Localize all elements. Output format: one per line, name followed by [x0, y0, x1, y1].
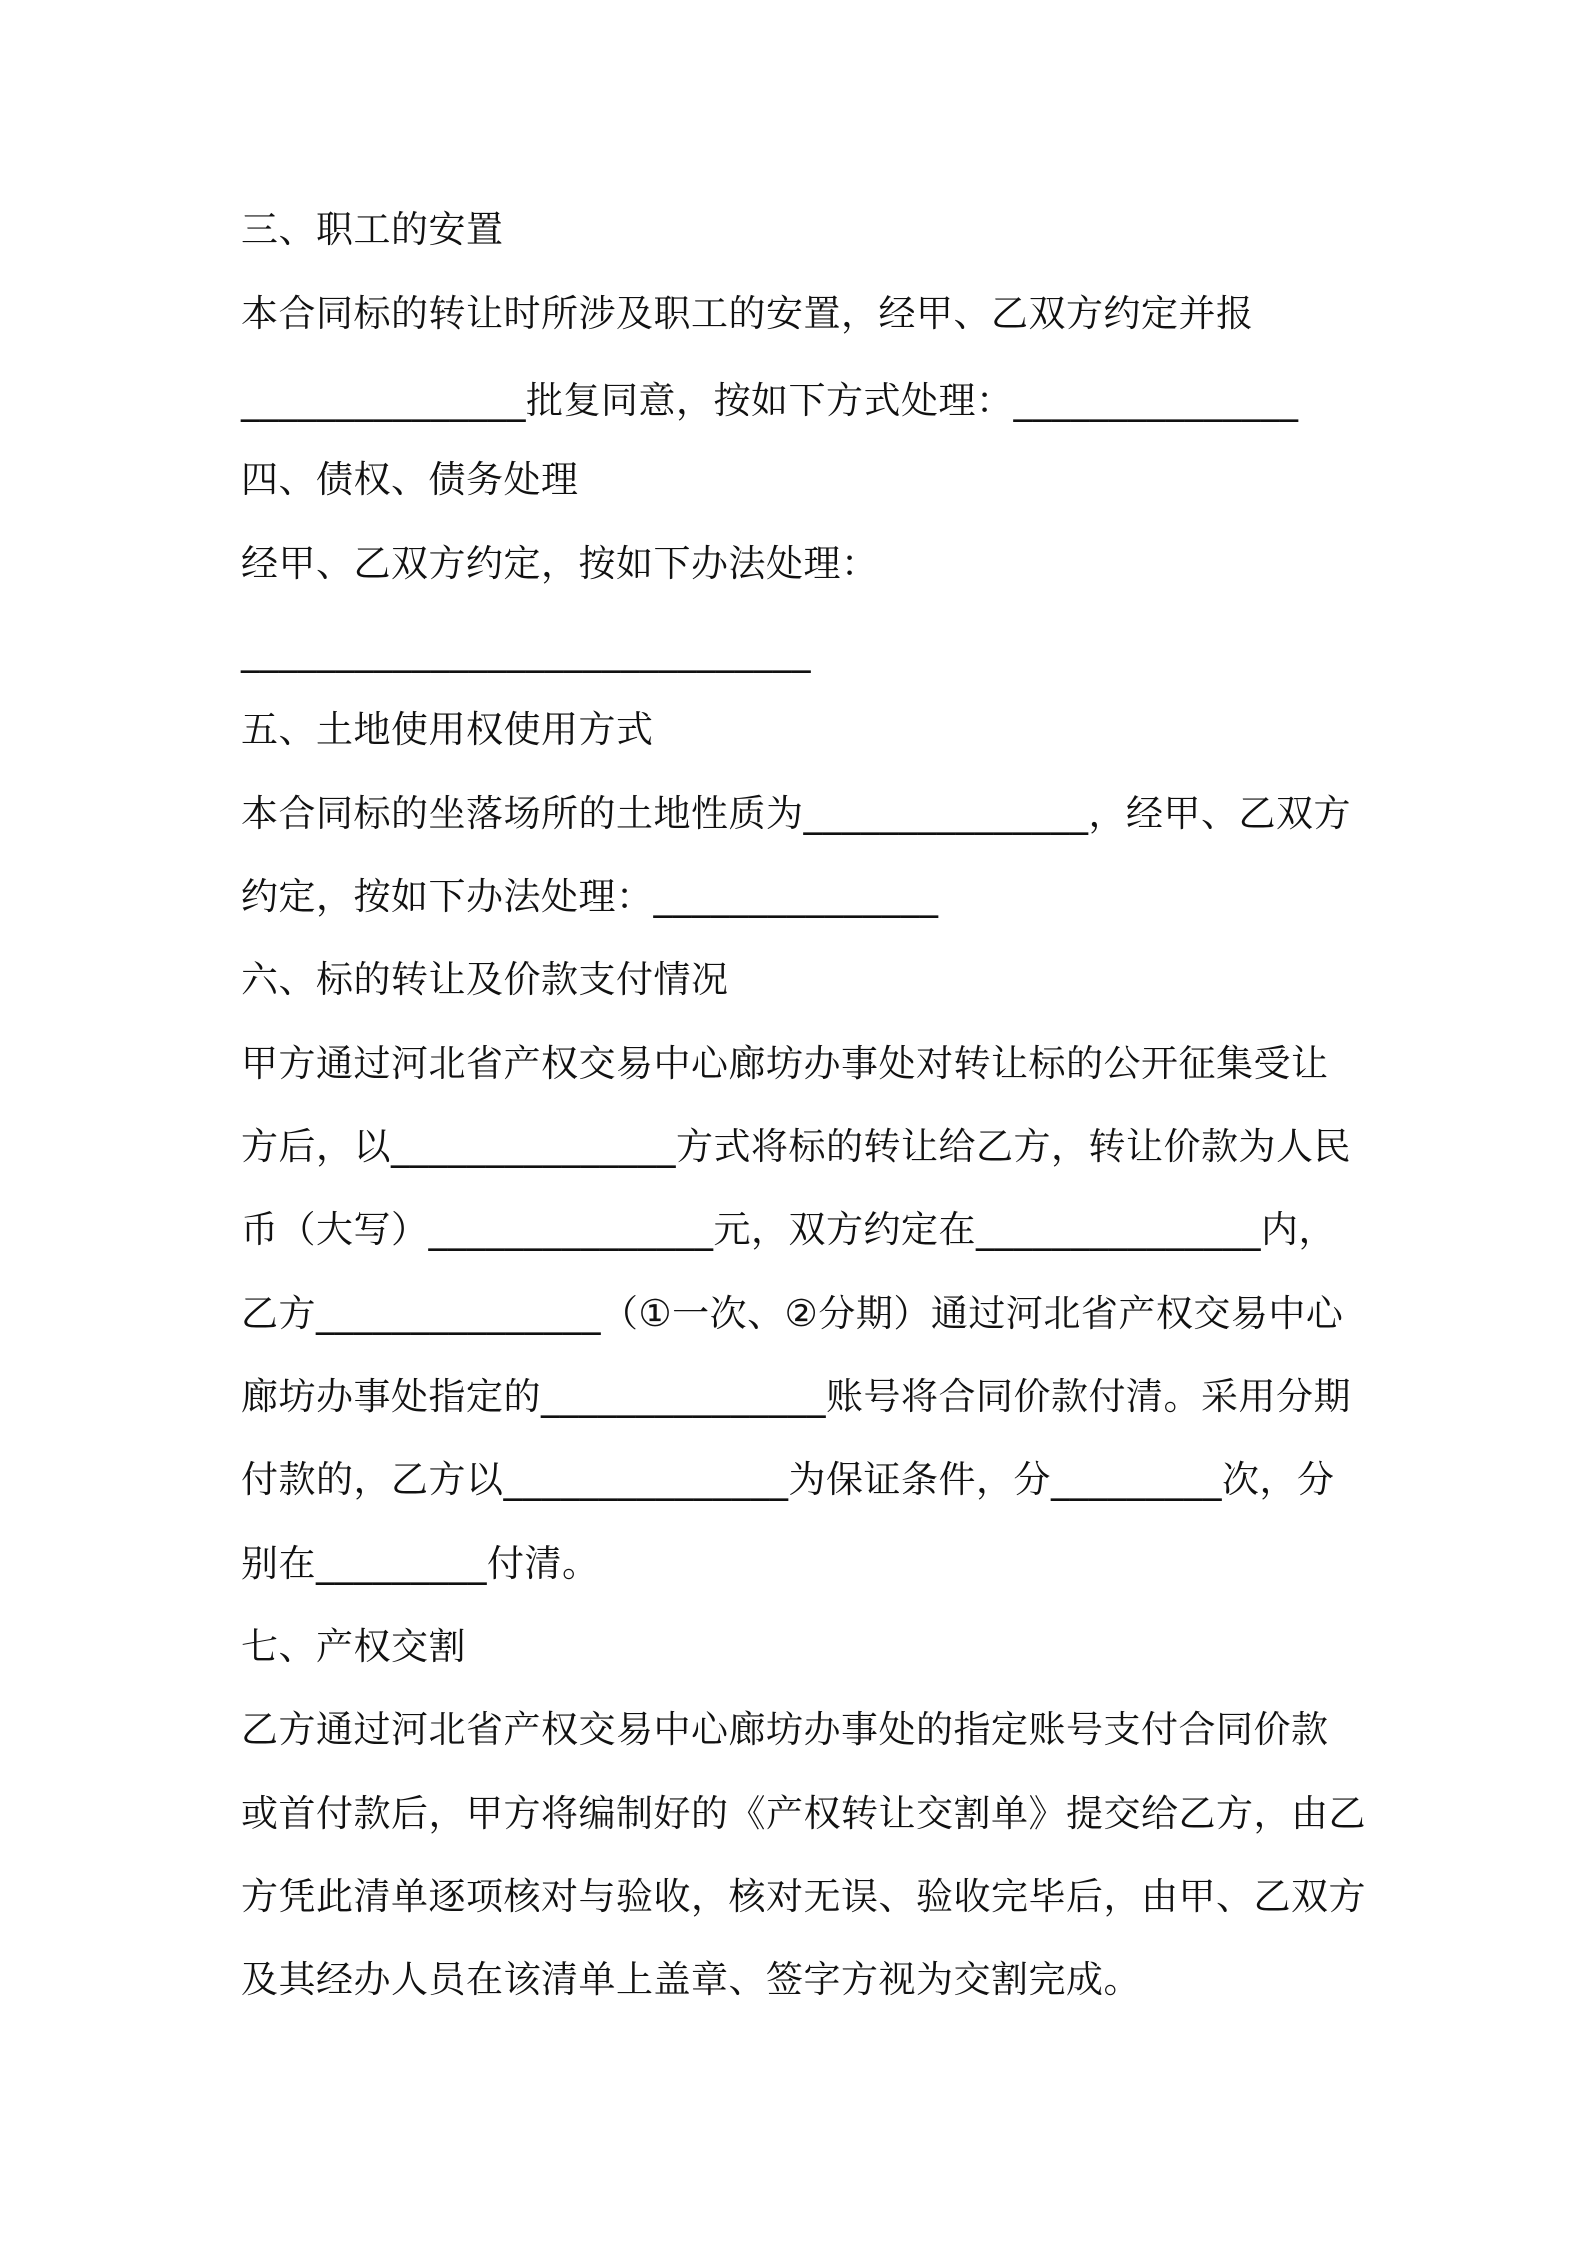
paragraph-line: 币（大写）_______________元，双方约定在_______________内， [241, 1208, 1336, 1251]
section-heading-transfer-payment: 六、标的转让及价款支付情况 [241, 958, 729, 1001]
section-heading-debt-handling: 四、债权、债务处理 [241, 458, 579, 501]
paragraph-line: 本合同标的坐落场所的土地性质为_______________，经甲、乙双方 [241, 792, 1351, 835]
paragraph-line: 及其经办人员在该清单上盖章、签字方视为交割完成。 [241, 1958, 1141, 2001]
paragraph-line: 乙方_______________（①一次、②分期）通过河北省产权交易中心 [241, 1292, 1344, 1335]
paragraph-line: 方后，以_______________方式将标的转让给乙方，转让价款为人民 [241, 1125, 1351, 1168]
paragraph-line: 经甲、乙双方约定，按如下办法处理： [241, 542, 879, 585]
paragraph-line: 别在_________付清。 [241, 1542, 600, 1585]
paragraph-line: 乙方通过河北省产权交易中心廊坊办事处的指定账号支付合同价款 [241, 1708, 1329, 1751]
paragraph-line: 方凭此清单逐项核对与验收，核对无误、验收完毕后，由甲、乙双方 [241, 1875, 1366, 1918]
section-heading-property-handover: 七、产权交割 [241, 1625, 466, 1668]
paragraph-line: 付款的，乙方以_______________为保证条件，分_________次，分 [241, 1458, 1335, 1501]
paragraph-line: 甲方通过河北省产权交易中心廊坊办事处对转让标的公开征集受让 [241, 1042, 1329, 1085]
paragraph-line: _______________批复同意，按如下方式处理：_______________ [241, 379, 1299, 422]
section-heading-land-use: 五、土地使用权使用方式 [241, 708, 654, 751]
blank-line: ______________________________ [241, 630, 811, 673]
paragraph-line: 本合同标的转让时所涉及职工的安置，经甲、乙双方约定并报 [241, 292, 1254, 335]
paragraph-line: 约定，按如下办法处理：_______________ [241, 875, 939, 918]
section-heading-employee-placement: 三、职工的安置 [241, 208, 504, 251]
paragraph-line: 廊坊办事处指定的_______________账号将合同价款付清。采用分期 [241, 1375, 1351, 1418]
paragraph-line: 或首付款后，甲方将编制好的《产权转让交割单》提交给乙方，由乙 [241, 1792, 1366, 1835]
